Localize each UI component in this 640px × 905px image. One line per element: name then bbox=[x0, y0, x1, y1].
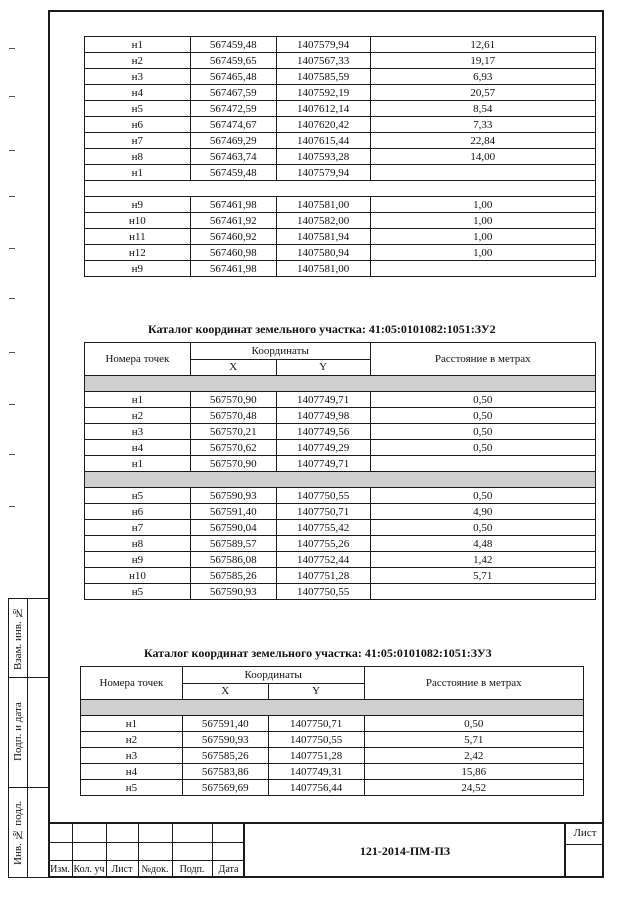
point-cell: н8 bbox=[85, 149, 191, 165]
y-cell: 1407755,42 bbox=[276, 520, 370, 536]
distance-cell: 7,33 bbox=[370, 117, 595, 133]
distance-cell: 1,00 bbox=[370, 229, 595, 245]
x-cell: 567569,69 bbox=[182, 780, 268, 796]
tb-list-label: Лист bbox=[111, 864, 133, 875]
table-row bbox=[85, 37, 596, 53]
y-cell: 1407755,26 bbox=[276, 536, 370, 552]
table-row bbox=[85, 424, 596, 440]
distance-cell: 5,71 bbox=[370, 568, 595, 584]
distance-cell: 22,84 bbox=[370, 133, 595, 149]
x-cell: 567570,62 bbox=[190, 440, 276, 456]
table-row bbox=[81, 748, 584, 764]
distance-cell bbox=[370, 584, 595, 600]
point-cell: н3 bbox=[85, 424, 191, 440]
point-cell: н10 bbox=[85, 568, 191, 584]
table-row bbox=[85, 568, 596, 584]
distance-cell: 1,00 bbox=[370, 197, 595, 213]
y-cell: 1407585,59 bbox=[276, 69, 370, 85]
distance-cell: 14,00 bbox=[370, 149, 595, 165]
y-cell: 1407750,71 bbox=[276, 504, 370, 520]
point-cell: н4 bbox=[85, 85, 191, 101]
table-row bbox=[85, 133, 596, 149]
tb-podp-label: Подп. bbox=[179, 864, 205, 875]
x-cell: 567460,98 bbox=[190, 245, 276, 261]
point-cell: н5 bbox=[85, 488, 191, 504]
distance-cell: 0,50 bbox=[370, 424, 595, 440]
y-cell: 1407567,33 bbox=[276, 53, 370, 69]
header-y: Y bbox=[268, 683, 364, 700]
coordinates-table-continued bbox=[84, 36, 596, 277]
coordinates-table-zu3 bbox=[80, 666, 584, 796]
x-cell: 567465,48 bbox=[190, 69, 276, 85]
point-cell: н11 bbox=[85, 229, 191, 245]
y-cell: 1407615,44 bbox=[276, 133, 370, 149]
y-cell: 1407749,56 bbox=[276, 424, 370, 440]
y-cell: 1407749,98 bbox=[276, 408, 370, 424]
point-cell: н2 bbox=[85, 53, 191, 69]
x-cell: 567570,90 bbox=[190, 392, 276, 408]
catalog-title-zu3: Каталог координат земельного участка: 41:05:0101082:1051:ЗУ3 bbox=[144, 646, 492, 660]
header-point-numbers: Номера точек bbox=[81, 667, 183, 700]
distance-cell: 19,17 bbox=[370, 53, 595, 69]
point-cell: н12 bbox=[85, 245, 191, 261]
distance-cell: 2,42 bbox=[364, 748, 583, 764]
table-row bbox=[85, 197, 596, 213]
x-cell: 567461,98 bbox=[190, 261, 276, 277]
table-row bbox=[81, 780, 584, 796]
header-coordinates: Координаты bbox=[190, 343, 370, 360]
contour-separator-row bbox=[81, 700, 584, 716]
y-cell: 1407750,55 bbox=[276, 488, 370, 504]
table-row bbox=[85, 213, 596, 229]
coordinates-table-zu2 bbox=[84, 342, 596, 600]
table-row bbox=[85, 85, 596, 101]
table-row bbox=[85, 440, 596, 456]
x-cell: 567590,93 bbox=[190, 488, 276, 504]
x-cell: 567590,04 bbox=[190, 520, 276, 536]
point-cell: н3 bbox=[81, 748, 183, 764]
table-row bbox=[85, 488, 596, 504]
y-cell: 1407749,71 bbox=[276, 456, 370, 472]
sheet-number-box bbox=[564, 824, 604, 878]
header-x: X bbox=[182, 683, 268, 700]
header-distance: Расстояние в метрах bbox=[370, 343, 595, 376]
tb-izm-label: Изм. bbox=[50, 864, 70, 875]
y-cell: 1407593,28 bbox=[276, 149, 370, 165]
y-cell: 1407592,19 bbox=[276, 85, 370, 101]
x-cell: 567459,48 bbox=[190, 37, 276, 53]
distance-cell: 8,54 bbox=[370, 101, 595, 117]
table-row bbox=[85, 245, 596, 261]
point-cell: н7 bbox=[85, 133, 191, 149]
point-cell: н10 bbox=[85, 213, 191, 229]
x-cell: 567463,74 bbox=[190, 149, 276, 165]
distance-cell bbox=[370, 456, 595, 472]
header-point-numbers: Номера точек bbox=[85, 343, 191, 376]
point-cell: н5 bbox=[85, 584, 191, 600]
left-stamp-strip bbox=[8, 598, 50, 878]
point-cell: н6 bbox=[85, 117, 191, 133]
sheet-label: Лист bbox=[566, 824, 604, 845]
point-cell: н1 bbox=[85, 37, 191, 53]
x-cell: 567459,48 bbox=[190, 165, 276, 181]
table-row bbox=[85, 504, 596, 520]
y-cell: 1407580,94 bbox=[276, 245, 370, 261]
point-cell: н9 bbox=[85, 261, 191, 277]
table-row bbox=[85, 552, 596, 568]
x-cell: 567590,93 bbox=[190, 584, 276, 600]
distance-cell: 0,50 bbox=[370, 392, 595, 408]
y-cell: 1407620,42 bbox=[276, 117, 370, 133]
x-cell: 567589,57 bbox=[190, 536, 276, 552]
point-cell: н8 bbox=[85, 536, 191, 552]
y-cell: 1407581,94 bbox=[276, 229, 370, 245]
header-distance: Расстояние в метрах bbox=[364, 667, 583, 700]
x-cell: 567585,26 bbox=[190, 568, 276, 584]
distance-cell: 24,52 bbox=[364, 780, 583, 796]
tb-data-label: Дата bbox=[218, 864, 239, 875]
y-cell: 1407749,31 bbox=[268, 764, 364, 780]
x-cell: 567474,67 bbox=[190, 117, 276, 133]
distance-cell: 0,50 bbox=[370, 440, 595, 456]
point-cell: н5 bbox=[85, 101, 191, 117]
x-cell: 567583,86 bbox=[182, 764, 268, 780]
header-coordinates: Координаты bbox=[182, 667, 364, 684]
x-cell: 567570,48 bbox=[190, 408, 276, 424]
table-row bbox=[81, 732, 584, 748]
y-cell: 1407750,71 bbox=[268, 716, 364, 732]
y-cell: 1407612,14 bbox=[276, 101, 370, 117]
x-cell: 567467,59 bbox=[190, 85, 276, 101]
revision-grid bbox=[48, 824, 245, 878]
y-cell: 1407582,00 bbox=[276, 213, 370, 229]
x-cell: 567591,40 bbox=[190, 504, 276, 520]
point-cell: н4 bbox=[85, 440, 191, 456]
distance-cell: 15,86 bbox=[364, 764, 583, 780]
x-cell: 567591,40 bbox=[182, 716, 268, 732]
x-cell: 567590,93 bbox=[182, 732, 268, 748]
distance-cell: 20,57 bbox=[370, 85, 595, 101]
x-cell: 567460,92 bbox=[190, 229, 276, 245]
podp-data-label: Подп. и дата bbox=[12, 702, 24, 762]
document-code: 121-2014-ПМ-ПЗ bbox=[359, 843, 451, 858]
y-cell: 1407749,71 bbox=[276, 392, 370, 408]
x-cell: 567472,59 bbox=[190, 101, 276, 117]
y-cell: 1407579,94 bbox=[276, 37, 370, 53]
table-row bbox=[85, 392, 596, 408]
table-row bbox=[81, 764, 584, 780]
point-cell: н5 bbox=[81, 780, 183, 796]
title-block bbox=[48, 822, 604, 878]
table-row bbox=[85, 53, 596, 69]
distance-cell: 4,48 bbox=[370, 536, 595, 552]
contour-separator-row bbox=[85, 376, 596, 392]
point-cell: н9 bbox=[85, 197, 191, 213]
x-cell: 567570,21 bbox=[190, 424, 276, 440]
point-cell: н4 bbox=[81, 764, 183, 780]
table-row bbox=[85, 229, 596, 245]
table-row bbox=[81, 716, 584, 732]
y-cell: 1407752,44 bbox=[276, 552, 370, 568]
y-cell: 1407749,29 bbox=[276, 440, 370, 456]
x-cell: 567469,29 bbox=[190, 133, 276, 149]
x-cell: 567459,65 bbox=[190, 53, 276, 69]
y-cell: 1407579,94 bbox=[276, 165, 370, 181]
inv-podl-label: Инв. № подл. bbox=[12, 800, 24, 866]
table-row bbox=[85, 149, 596, 165]
table-row bbox=[85, 584, 596, 600]
point-cell: н1 bbox=[85, 392, 191, 408]
table-row bbox=[85, 456, 596, 472]
y-cell: 1407581,00 bbox=[276, 197, 370, 213]
distance-cell: 6,93 bbox=[370, 69, 595, 85]
contour-separator-row bbox=[85, 472, 596, 488]
x-cell: 567585,26 bbox=[182, 748, 268, 764]
distance-cell: 5,71 bbox=[364, 732, 583, 748]
distance-cell bbox=[370, 165, 595, 181]
y-cell: 1407756,44 bbox=[268, 780, 364, 796]
catalog-title-zu2: Каталог координат земельного участка: 41:05:0101082:1051:ЗУ2 bbox=[148, 322, 496, 336]
point-cell: н3 bbox=[85, 69, 191, 85]
table-row bbox=[85, 101, 596, 117]
table-row bbox=[85, 536, 596, 552]
x-cell: 567461,98 bbox=[190, 197, 276, 213]
distance-cell: 1,42 bbox=[370, 552, 595, 568]
table-row bbox=[85, 520, 596, 536]
distance-cell: 0,50 bbox=[370, 520, 595, 536]
distance-cell: 4,90 bbox=[370, 504, 595, 520]
distance-cell: 12,61 bbox=[370, 37, 595, 53]
header-y: Y bbox=[276, 359, 370, 376]
x-cell: 567461,92 bbox=[190, 213, 276, 229]
point-cell: н7 bbox=[85, 520, 191, 536]
vzam-inv-label: Взам. инв. № bbox=[12, 606, 24, 670]
point-cell: н1 bbox=[81, 716, 183, 732]
table-row bbox=[85, 165, 596, 181]
y-cell: 1407751,28 bbox=[268, 748, 364, 764]
point-cell: н2 bbox=[81, 732, 183, 748]
point-cell: н1 bbox=[85, 456, 191, 472]
point-cell: н1 bbox=[85, 165, 191, 181]
y-cell: 1407751,28 bbox=[276, 568, 370, 584]
tb-ndok-label: №док. bbox=[141, 864, 169, 875]
table-row bbox=[85, 408, 596, 424]
table-row bbox=[85, 117, 596, 133]
header-x: X bbox=[190, 359, 276, 376]
distance-cell: 0,50 bbox=[370, 408, 595, 424]
point-cell: н9 bbox=[85, 552, 191, 568]
distance-cell: 0,50 bbox=[364, 716, 583, 732]
distance-cell bbox=[370, 261, 595, 277]
table-row bbox=[85, 69, 596, 85]
point-cell: н6 bbox=[85, 504, 191, 520]
distance-cell: 1,00 bbox=[370, 213, 595, 229]
y-cell: 1407750,55 bbox=[276, 584, 370, 600]
tb-kol-uch-label: Кол. уч bbox=[73, 864, 105, 875]
x-cell: 567586,08 bbox=[190, 552, 276, 568]
point-cell: н2 bbox=[85, 408, 191, 424]
table-row bbox=[85, 261, 596, 277]
y-cell: 1407581,00 bbox=[276, 261, 370, 277]
x-cell: 567570,90 bbox=[190, 456, 276, 472]
y-cell: 1407750,55 bbox=[268, 732, 364, 748]
distance-cell: 1,00 bbox=[370, 245, 595, 261]
distance-cell: 0,50 bbox=[370, 488, 595, 504]
blank-row bbox=[85, 181, 596, 197]
